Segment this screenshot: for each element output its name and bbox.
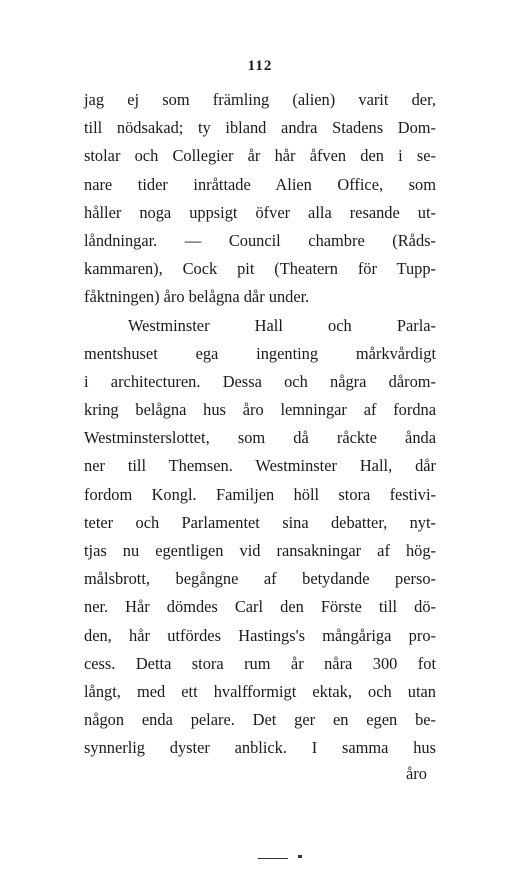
text-line: till nödsakad; ty ibland andra Stadens Dom- — [84, 118, 436, 138]
text-line: i architecturen. Dessa och några dårom- — [84, 371, 436, 391]
text-line: håller noga uppsigt öfver alla resande ut- — [84, 202, 436, 222]
body-text — [84, 86, 436, 763]
text-line: målsbrott, begångne af betydande perso- — [84, 569, 436, 589]
text-line: mentshuset ega ingenting mårkvårdigt — [84, 343, 436, 363]
text-line: tjas nu egentligen vid ransakningar af hög- — [84, 541, 436, 560]
text-line: ner. Hår dömdes Carl den Förste till dö- — [84, 597, 436, 617]
text-line: teter och Parlamentet sina debatter, nyt- — [84, 512, 436, 532]
text-line: den, hår utfördes Hastings's mångåriga pro- — [84, 625, 436, 645]
text-line: fordom Kongl. Familjen höll stora festivi- — [84, 484, 436, 504]
text-line: Westminster Hall och Parla- — [128, 315, 436, 335]
text-line: ner till Themsen. Westminster Hall, dår — [84, 456, 436, 476]
footer-rule — [258, 858, 288, 859]
text-line: cess. Detta stora rum år nåra 300 fot — [84, 653, 436, 673]
catchword: åro — [406, 764, 427, 783]
footer-mark — [298, 855, 302, 858]
text-line: stolar och Collegier år hår åfven den i se- — [84, 146, 436, 166]
text-line: någon enda pelare. Det ger en egen be- — [84, 710, 436, 730]
text-line: fåktningen) åro belågna dår under. — [84, 287, 310, 307]
text-line: synnerlig dyster anblick. I samma hus — [84, 738, 436, 758]
text-line: kring belågna hus åro lemningar af fordna — [84, 400, 436, 420]
page-number: 112 — [247, 58, 273, 74]
text-line: kammaren), Cock pit (Theatern för Tupp- — [84, 259, 436, 279]
text-line: Westminsterslottet, som då råckte ånda — [84, 428, 436, 448]
text-line: jag ej som främling (alien) varit der, — [84, 90, 436, 109]
text-line: låndningar. — Council chambre (Råds- — [84, 230, 436, 250]
text-line: långt, med ett hvalfformigt ektak, och utan — [84, 681, 436, 701]
text-line: nare tider inråttade Alien Office, som — [84, 174, 436, 194]
